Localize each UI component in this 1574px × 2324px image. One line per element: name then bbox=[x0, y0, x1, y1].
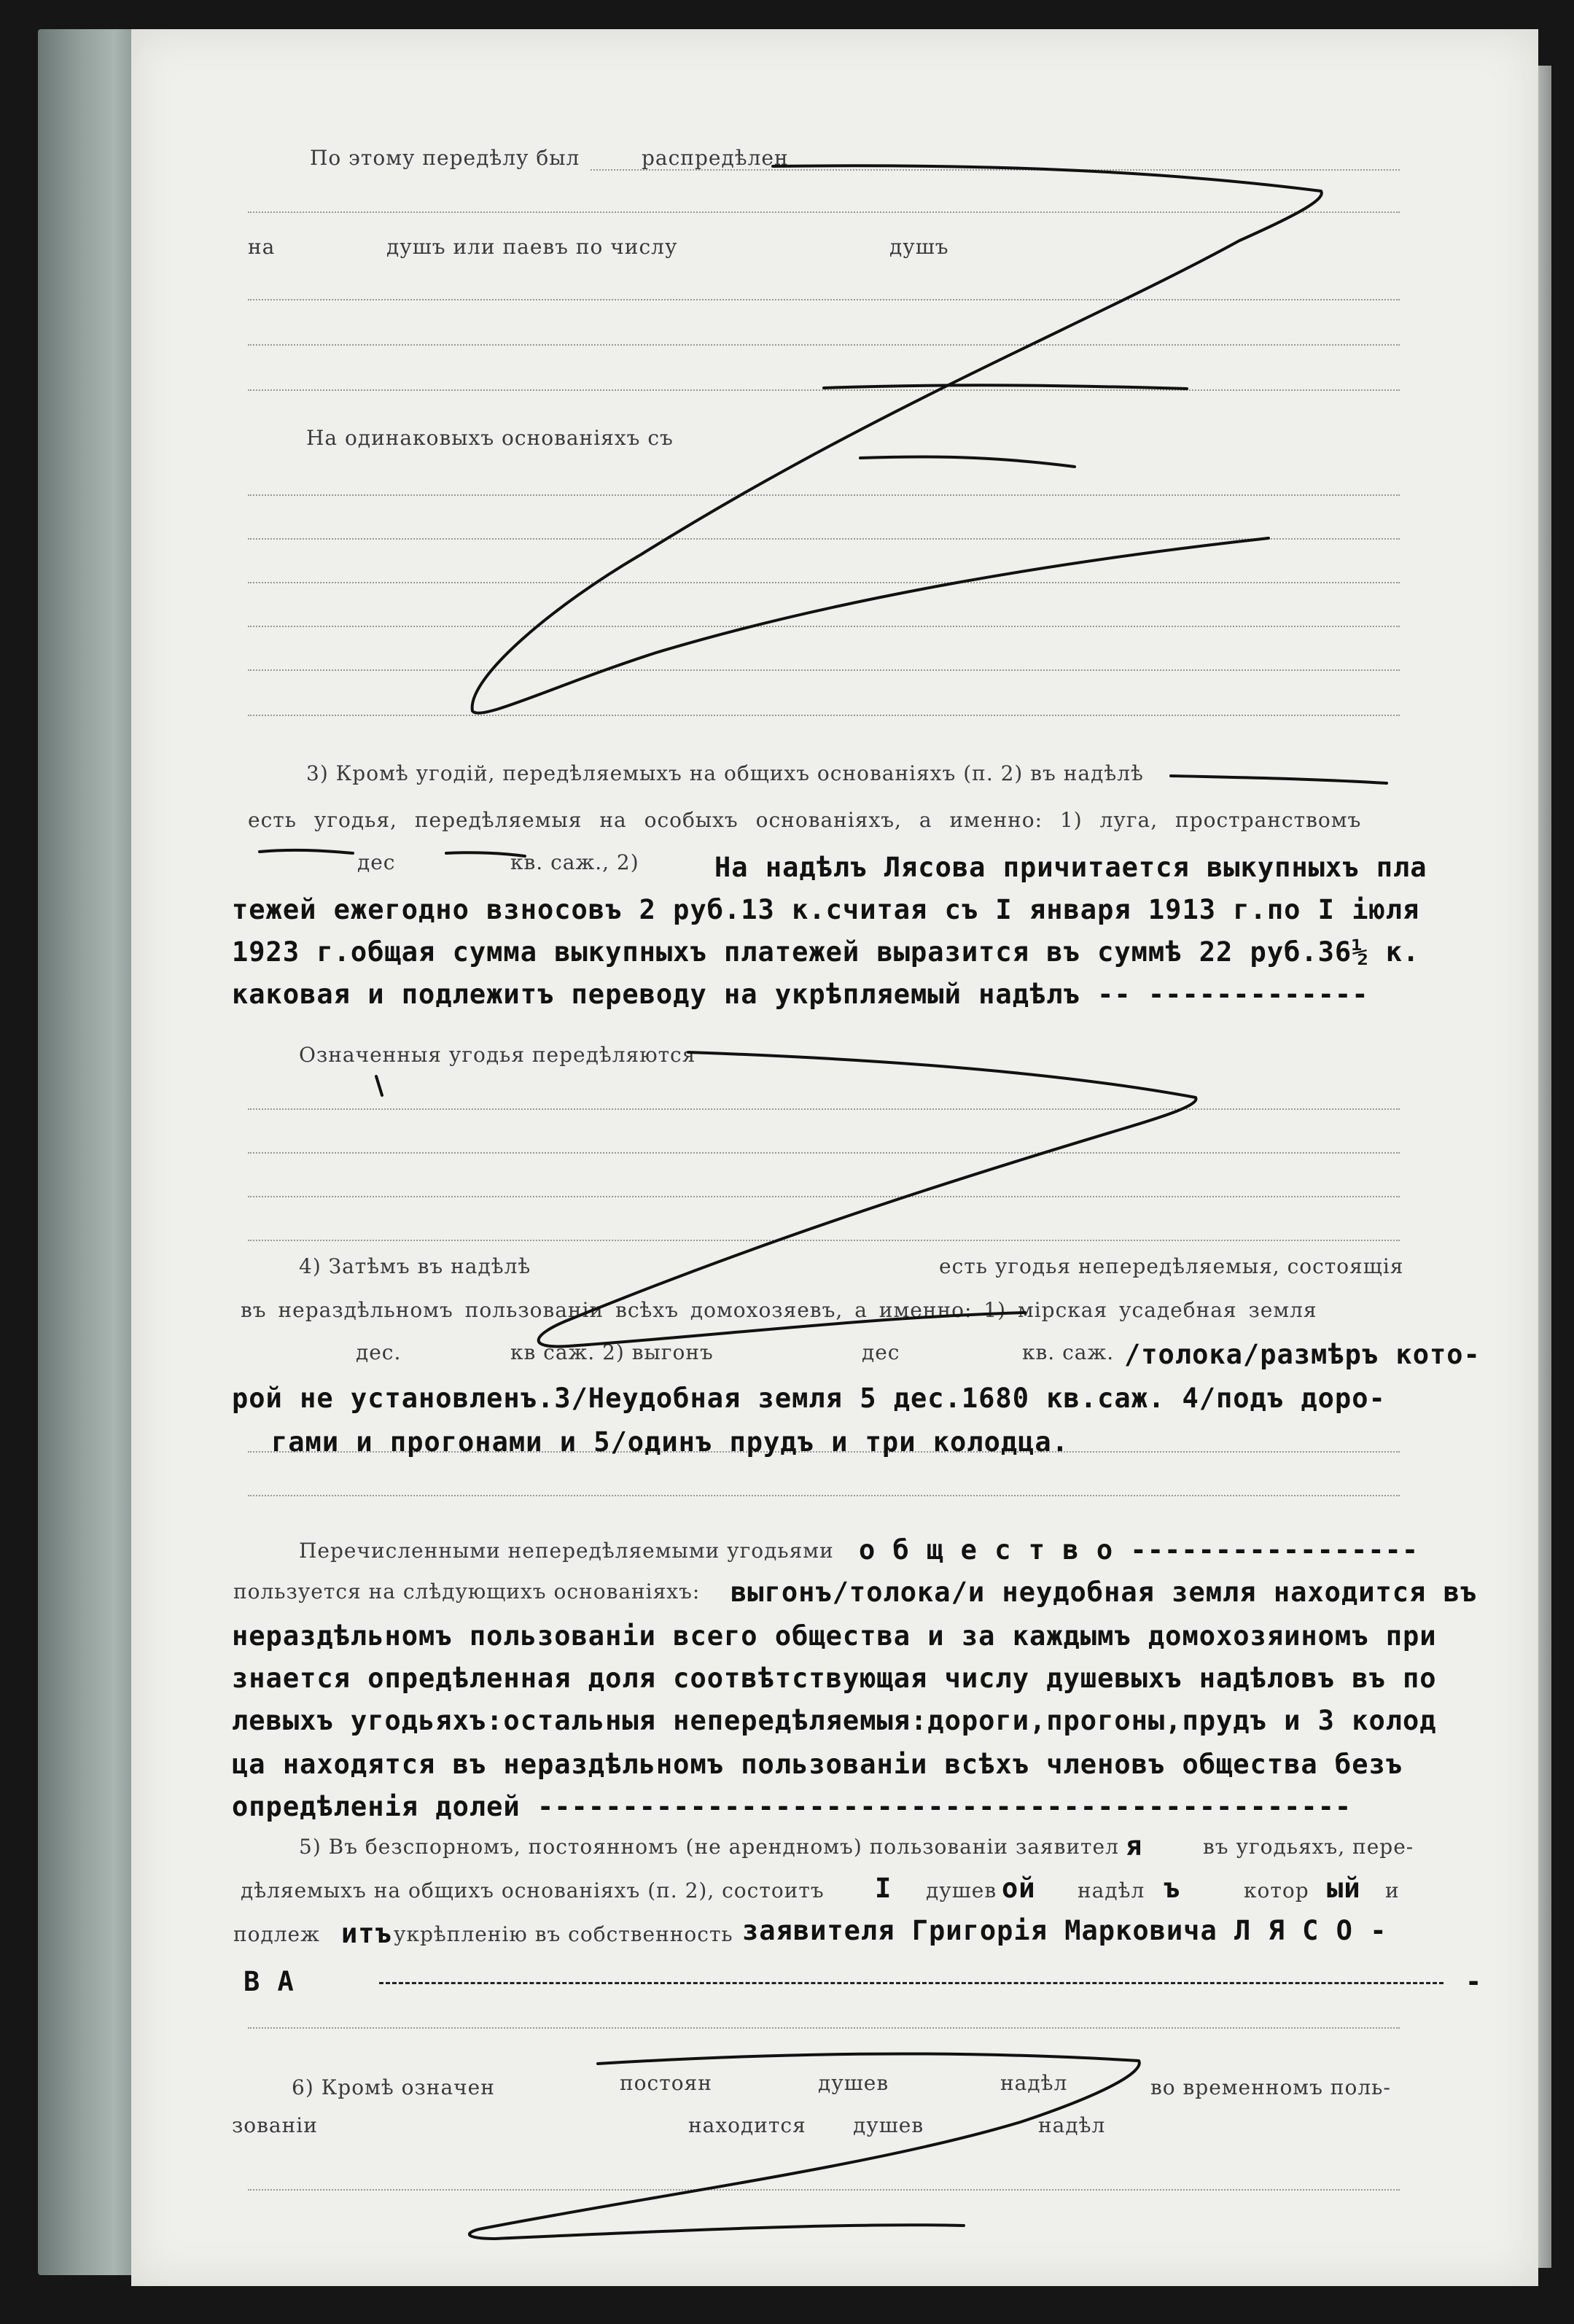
section-6-line-a3: душев bbox=[818, 2071, 889, 2095]
section-3-line-c2: кв. саж., 2) bbox=[510, 850, 639, 874]
form-rule bbox=[248, 1152, 1400, 1154]
typed-fill-yer: ъ bbox=[1164, 1873, 1181, 1904]
section-4-line-c3: дес bbox=[862, 1340, 900, 1364]
form-rule bbox=[248, 1495, 1400, 1496]
section-3-line-b: есть угодья, передѣляемыя на особыхъ основаніяхъ, а именно: 1) луга, пространствомъ bbox=[248, 808, 1362, 832]
section-3-line-a: 3) Кромѣ угодій, передѣляемыхъ на общихъ основаніяхъ (п. 2) въ надѣлѣ bbox=[306, 761, 1144, 785]
form-rule bbox=[248, 389, 1400, 391]
form-rule bbox=[248, 299, 1400, 300]
form-line-2b: душъ или паевъ по числу bbox=[386, 235, 678, 259]
section-5-line-b4: котор bbox=[1244, 1878, 1309, 1903]
form-rule bbox=[248, 538, 1400, 540]
typed-line-8: о б щ е с т в о ----------------- bbox=[859, 1534, 1419, 1566]
form-line-1b: распредѣлен bbox=[642, 146, 789, 170]
typed-line-13: ца находятся въ нераздѣльномъ пользованіи всѣхъ членовъ общества безъ bbox=[232, 1749, 1403, 1780]
form-rule bbox=[248, 626, 1400, 627]
typed-line-5: /толока/размѣръ кото- bbox=[1124, 1339, 1481, 1370]
typed-line-16: В А bbox=[243, 1966, 295, 1997]
typed-line-2: тежей ежегодно взносовъ 2 руб.13 к.считая съ I января 1913 г.по I іюля bbox=[232, 894, 1420, 925]
typed-fill-ya: я bbox=[1126, 1830, 1143, 1862]
section-6-line-a4: надѣл bbox=[1000, 2071, 1068, 2095]
form-line-1a: По этому передѣлу был bbox=[310, 146, 580, 170]
section-5-line-a2: въ угодьяхъ, пере- bbox=[1203, 1835, 1414, 1859]
section-6-line-a2: постоян bbox=[620, 2071, 712, 2095]
form-rule bbox=[248, 2189, 1400, 2191]
section-5-line-a1: 5) Въ безспорномъ, постоянномъ (не арендномъ) пользованіи заявител bbox=[299, 1835, 1119, 1859]
form-rule bbox=[248, 494, 1400, 496]
section-4-line-c1: дес. bbox=[356, 1340, 402, 1364]
typed-fill-it: итъ bbox=[341, 1918, 392, 1949]
section-6-line-b4: надѣл bbox=[1038, 2113, 1106, 2137]
typed-line-9: выгонъ/толока/и неудобная земля находится въ bbox=[730, 1577, 1478, 1608]
typed-line-15: заявителя Григорія Марковича Л Я С О - bbox=[742, 1915, 1387, 1946]
form-rule bbox=[248, 211, 1400, 213]
typed-line-7: гами и прогонами и 5/одинъ прудъ и три колодца. bbox=[271, 1426, 1069, 1458]
section-6-line-a1: 6) Кромѣ означен bbox=[292, 2075, 495, 2099]
section-4-line-c2: кв саж. 2) выгонъ bbox=[510, 1340, 714, 1364]
section-4-line-a1: 4) Затѣмъ въ надѣлѣ bbox=[299, 1254, 531, 1278]
form-rule bbox=[248, 669, 1400, 671]
typed-fill-oi: ой bbox=[1002, 1873, 1036, 1904]
typed-line-6: рой не установленъ.3/Неудобная земля 5 дес.1680 кв.саж. 4/подъ доро- bbox=[232, 1383, 1386, 1414]
section-5-line-b1: дѣляемыхъ на общихъ основаніяхъ (п. 2), состоитъ bbox=[241, 1878, 825, 1903]
typed-line-14: опредѣленія долей ------------------------------------------------ bbox=[232, 1791, 1352, 1822]
typed-fill-yi: ый bbox=[1327, 1873, 1361, 1904]
section-4-line-a2: есть угодья непередѣляемыя, состоящія bbox=[939, 1254, 1404, 1278]
form-rule bbox=[248, 715, 1400, 716]
section-4-line-b: въ нераздѣльномъ пользованіи всѣхъ домохозяевъ, а именно: 1) мірская усадебная земля bbox=[241, 1298, 1317, 1322]
typed-line-17: - bbox=[1465, 1966, 1483, 1997]
section-5-line-b3: надѣл bbox=[1078, 1878, 1145, 1903]
section-3-line-c1: дес bbox=[357, 850, 396, 874]
form-rule bbox=[248, 1196, 1400, 1197]
form-line-2c: душъ bbox=[889, 235, 949, 259]
meadows-line: Означенныя угодья передѣляются bbox=[299, 1043, 696, 1067]
enumerated-line-b: пользуется на слѣдующихъ основаніяхъ: bbox=[233, 1579, 701, 1604]
section-5-line-b5: и bbox=[1385, 1878, 1400, 1903]
typed-line-10: нераздѣльномъ пользованіи всего общества и за каждымъ домохозяиномъ при bbox=[232, 1620, 1437, 1652]
typed-line-3: 1923 г.общая сумма выкупныхъ платежей выразится въ суммѣ 22 руб.36½ к. bbox=[232, 936, 1420, 968]
enumerated-line-a: Перечисленными непередѣляемыми угодьями bbox=[299, 1539, 834, 1563]
form-rule bbox=[248, 1240, 1400, 1241]
section-5-line-c2: укрѣпленію въ собственность bbox=[394, 1922, 733, 1946]
form-line-3: На одинаковыхъ основаніяхъ съ bbox=[306, 426, 674, 450]
typed-dash-fill bbox=[379, 1982, 1444, 1984]
typed-line-12: левыхъ угодьяхъ:остальныя непередѣляемыя:дороги,прогоны,прудъ и 3 колод bbox=[232, 1705, 1437, 1736]
form-rule bbox=[248, 1108, 1400, 1110]
typed-fill-num: I bbox=[875, 1873, 892, 1904]
section-6-line-b1: зованіи bbox=[232, 2113, 318, 2137]
section-5-line-c1: подлеж bbox=[233, 1922, 320, 1946]
form-rule bbox=[248, 2027, 1400, 2029]
typed-line-4: каковая и подлежитъ переводу на укрѣпляемый надѣлъ -- ------------- bbox=[232, 979, 1369, 1010]
section-4-line-c4: кв. саж. bbox=[1022, 1340, 1115, 1364]
typed-line-1: На надѣлъ Лясова причитается выкупныхъ пла bbox=[714, 852, 1427, 883]
form-line-2a: на bbox=[248, 235, 276, 259]
section-6-line-b3: душев bbox=[853, 2113, 924, 2137]
form-rule bbox=[248, 582, 1400, 583]
section-5-line-b2: душев bbox=[926, 1878, 997, 1903]
typed-line-11: знается опредѣленная доля соотвѣтствующая числу душевыхъ надѣловъ въ по bbox=[232, 1663, 1437, 1694]
form-rule bbox=[248, 344, 1400, 346]
section-6-line-a5: во временномъ поль- bbox=[1150, 2075, 1391, 2099]
section-6-line-b2: находится bbox=[688, 2113, 806, 2137]
